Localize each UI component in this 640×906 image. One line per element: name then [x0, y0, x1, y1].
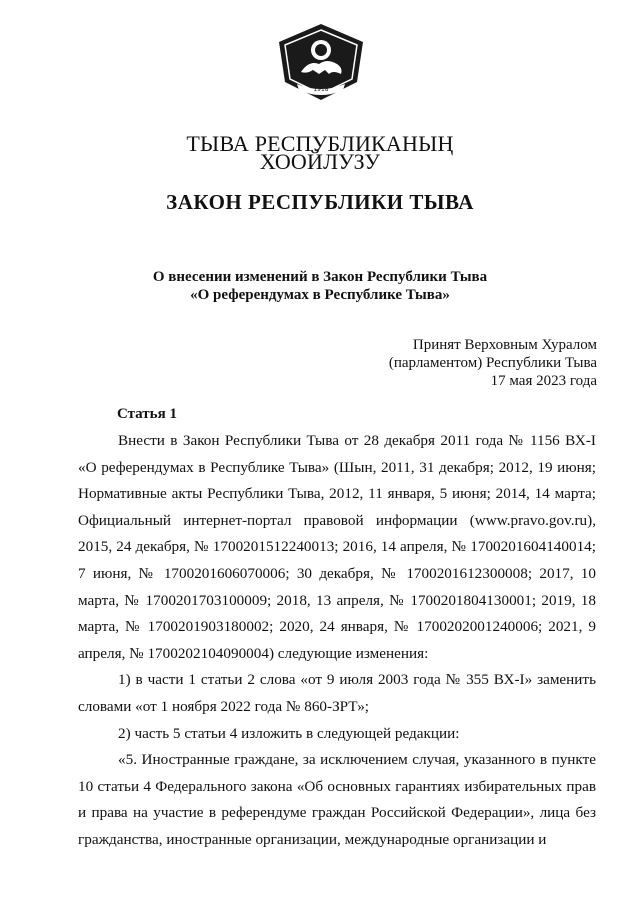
article-paragraph: 1) в части 1 статьи 2 слова «от 9 июля 2003 года № 355 ВХ-I» заменить словами «от 1 ноября 2022 года № 860-ЗРТ»;	[78, 671, 596, 715]
republic-title-line1: ТЫВА РЕСПУБЛИКАНЫҢ	[186, 131, 454, 156]
seal-year: 1918	[313, 86, 329, 93]
law-title: ЗАКОН РЕСПУБЛИКИ ТЫВА	[166, 190, 474, 214]
article-heading: Статья 1	[117, 406, 177, 422]
republic-title-line2: ХООЙЛУЗУ	[259, 149, 381, 174]
adoption-block	[389, 336, 597, 390]
article-paragraph: 2) часть 5 статьи 4 изложить в следующей редакции:	[118, 724, 460, 742]
subject-line2: «О референдумах в Республике Тыва»	[190, 287, 450, 303]
adoption-line1: Принят Верховным Хуралом	[412, 337, 597, 353]
subject-line1: О внесении изменений в Закон Республики Тыва	[152, 269, 488, 285]
article-body	[78, 428, 596, 854]
adoption-line2: (парламентом) Республики Тыва	[388, 355, 597, 371]
coat-of-arms-icon	[271, 20, 371, 104]
article-paragraph: «5. Иностранные граждане, за исключением случая, указанного в пункте 10 статьи 4 Федерального закона «Об основных гарантиях избирательных прав и права на участие в референдуме граждан Российской Федерации», лица без гражданства, иностранные организации, международные организации и	[78, 751, 596, 848]
adoption-date: 17 мая 2023 года	[490, 373, 597, 389]
article-paragraph: Внести в Закон Республики Тыва от 28 декабря 2011 года № 1156 ВХ-I «О референдумах в Республике Тыва» (Шын, 2011, 31 декабря; 2012, 19 июня; Нормативные акты Республики Тыва, 2012, 11 января, 5 июня; 2014, 14 марта; Официальный интернет-портал правовой информации (www.pravo.gov.ru), 2015, 24 декабря, № 1700201512240013; 2016, 14 апреля, № 1700201604140014; 7 июня, № 1700201606070006; 30 декабря, № 1700201612300008; 2017, 10 марта, № 1700201703100009; 2018, 13 апреля, № 1700201804130001; 2019, 18 марта, № 1700201903180002; 2020, 24 января, № 1700202001240006; 2021, 9 апреля, № 1700202104090004) следующие изменения:	[78, 432, 596, 662]
